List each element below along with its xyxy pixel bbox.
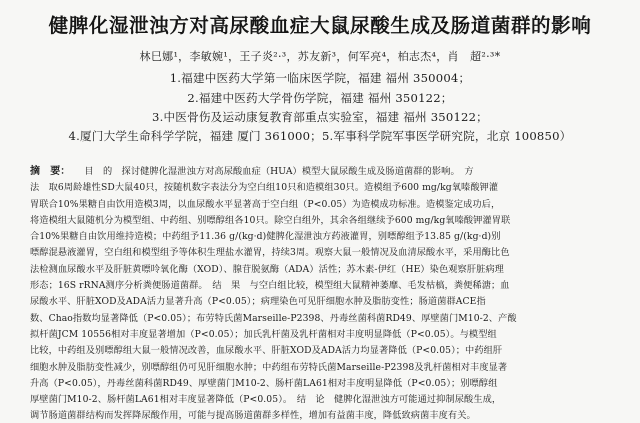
abstract-line: 合10%果糖自由饮用维持造模；中药组予11.36 g/(kg·d)健脾化湿泄浊方药液灌胃，别嘌醇组予13.85 g/(kg·d)别 [30,231,501,243]
abstract-line: 法检测血尿酸水平及肝脏黄嘌呤氧化酶（XOD）、腺苷脱氨酶（ADA）活性；苏木素-伊红（HE）染色观察肝脏病理 [30,263,504,275]
abstract [30,164,626,423]
abstract-label: 摘 要： [30,166,71,177]
abstract-line: 升高（P<0.05），丹毒丝菌科菌RD49、厚壁菌门M10-2、肠杆菌LA61相对丰度明显降低（P<0.05）；别嘌醇组 [30,377,498,389]
abstract-line: 尿酸水平、肝脏XOD及ADA活力显著升高（P<0.05）；病理染色可见肝细胞水肿及脂肪变性；肠道菌群ACE指 [30,296,486,308]
abstract-line: 厚壁菌门M10-2、肠杆菌LA61相对丰度显著降低（P<0.05）。 结 论 健脾化湿泄浊方可能通过抑制尿酸生成， [30,394,502,406]
affiliation-2: 2.福建中医药大学骨伤学院，福建 福州 350122； [187,91,453,105]
abstract-line: 胃联合10%果糖自由饮用造模3周，以血尿酸水平显著高于空白组（P<0.05）为造模成功标准。造模鉴定成功后， [30,198,501,210]
abstract-line: 形态；16S rRNA测序分析粪便肠道菌群。 结 果 与空白组比较，模型组大鼠精神萎靡、毛发枯槁，粪便稀溏；血 [30,280,510,292]
author-list: 林巳娜¹，李敏婉¹，王子炎²·³，苏友新³，何军亮⁴，柏志杰⁴，肖 超²·³* [139,50,501,63]
abstract-line [30,164,626,180]
abstract-line: 比较，中药组及别嘌醇组大鼠一般情况改善，血尿酸水平、肝脏XOD及ADA活力均显著降低（P<0.05）；中药组肝 [30,345,503,357]
abstract-line: 调节肠道菌群结构而发挥降尿酸作用，可能与提高肠道菌群多样性，增加有益菌丰度，降低致病菌丰度有关。 [30,410,476,422]
abstract-text: 目 的 探讨健脾化湿泄浊方对高尿酸血症（HUA）模型大鼠尿酸生成及肠道菌群的影响。 方 [84,166,474,177]
abstract-line: 拟杆菌JCM 10556相对丰度显著增加（P<0.05）；加氏乳杆菌及乳杆菌相对丰度明显降低（P<0.05）。与模型组 [30,328,497,340]
abstract-line: 数、Chao指数均显著降低（P<0.05）；布劳特氏菌Marseille-P2398、丹毒丝菌科菌RD49、厚壁菌门M10-2、产酸 [30,312,517,324]
abstract-line: 将造模组大鼠随机分为模型组、中药组、别嘌醇组各10只。除空白组外，其余各组继续予600 mg/kg氧嗪酸钾灌胃联 [30,214,511,226]
abstract-line: 嘌醇混悬液灌胃，空白组和模型组予等体积生理盐水灌胃，持续3周。观察大鼠一般情况及血清尿酸水平，采用酶比色 [30,247,510,259]
paper-title: 健脾化湿泄浊方对高尿酸血症大鼠尿酸生成及肠道菌群的影响 [48,14,592,37]
affiliation-4: 4.厦门大学生命科学学院，福建 厦门 361000；5.军事科学院军事医学研究院，北京 100850） [68,129,572,143]
affiliation-3: 3.中医骨伤及运动康复教育部重点实验室，福建 福州 350122； [152,110,488,124]
abstract-line: 法 取6周龄雄性SD大鼠40只，按随机数字表法分为空白组10只和造模组30只。造模组予600 mg/kg氧嗪酸钾灌 [30,182,499,194]
abstract-line: 细胞水肿及脂肪变性减少，别嘌醇组仍可见肝细胞水肿；中药组布劳特氏菌Marseille-P2398及乳杆菌相对丰度显著 [30,361,508,373]
affiliation-1: 1.福建中医药大学第一临床医学院，福建 福州 350004； [169,71,471,85]
